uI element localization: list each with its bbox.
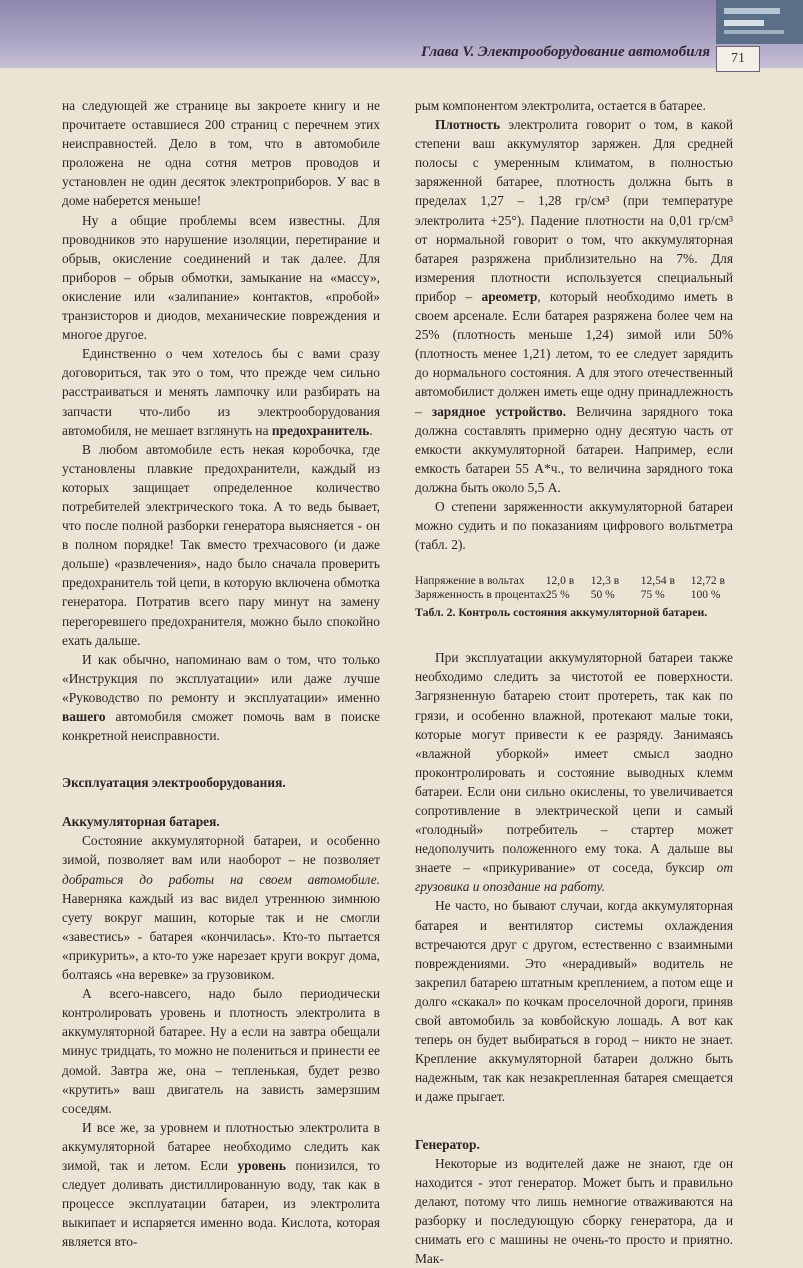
- paragraph: на следующей же странице вы закроете книгу и не прочитаете оставшиеся 200 страниц с перечнем этих неисправностей. Дело в том, что в автомобиле проложена не одна сотня метров проводов и установлен не один десяток электроприборов. У вас в доме наберется меньше!: [62, 98, 380, 209]
- paragraph: О степени заряженности аккумуляторной батареи можно судить и по показаниям цифрового вольтметра (табл. 2).: [415, 498, 733, 553]
- paragraph: Состояние аккумуляторной батареи, и особенно зимой, позволяет вам или наоборот – не позволяет добраться до работы на своем автомобиле. Наверняка каждый из вас видел утреннюю зимнюю суету вокруг машин, которые так и не смогли «завестись» - батарея «кончилась». Кто-то пытается «прикурить», а кто-то уже нарезает круги вокруг дома, болтаясь «на веревке» за грузовиком.: [62, 833, 380, 983]
- table-row: Напряжение в вольтах 12,0 в 12,3 в 12,54 в 12,72 в: [415, 575, 725, 588]
- subsection-heading: Генератор.: [415, 1136, 480, 1152]
- paragraph: А всего-навсего, надо было периодически контролировать уровень и плотность электролита в аккумуляторной батарее. Ну а если на завтра обещали минус тридцать, то можно не полениться и принести ее домой. Завтра же, она – тепленькая, будет резво «крутить» ваш двигатель на зависть замерзшим соседям.: [62, 986, 380, 1116]
- left-column: [62, 96, 380, 1251]
- paragraph: При эксплуатации аккумуляторной батареи также необходимо следить за чистотой ее поверхности. Загрязненную батарею стоит протереть, так как по грязи, и особенно влажной, протекают малые токи, которые могут привести к ее разряду. Занимаясь «влажной уборкой» имеет смысл заодно проконтролировать и состояние выводных клемм батареи. Если они сильно окислены, то увеличивается сопротивление в электрической цепи и самый «голодный» потребитель – стартер может недополучить положенного ему тока. А дальше вы знаете – «прикуривание» от соседа, буксир от грузовика и опоздание на работу.: [415, 650, 733, 895]
- paragraph: Ну а общие проблемы всем известны. Для проводников это нарушение изоляции, перетирание и обрыв, окисление соединений и так далее. Для приборов – обрыв обмотки, замыкание на «массу», окисление или «залипание» контактов, «пробой» транзисторов и диодов, механические повреждения и многое другое.: [62, 212, 380, 343]
- paragraph: Плотность электролита говорит о том, в какой степени ваш аккумулятор заряжен. Для средней полосы с умеренным климатом, в полностью заряженной батарее, плотность должна быть в пределах 1,27 – 1,28 гр/см³ (при температуре электролита +25°). Падение плотности на 0,01 гр/см³ от нормальной говорит о том, что аккумуляторная батарея разряжена приблизительно на 7%. Для измерения плотности используется специальный прибор – ареометр, который необходимо иметь в своем арсенале. Если батарея разряжена более чем на 25% (плотность меньше 1,24) зимой или 50% (плотность менее 1,21) летом, то ее следует зарядить до нормального состояния. А для этого отечественный автомобилист должен иметь еще одну принадлежность – зарядное устройство. Величина зарядного тока должна составлять примерно одну десятую часть от емкости аккумуляторной батареи. Например, если емкость батареи 55 А*ч., то величина зарядного тока должна быть около 5,5 А.: [415, 117, 733, 495]
- paragraph: Единственно о чем хотелось бы с вами сразу договориться, так это о том, что прежде чем сильно расстраиваться и менять лампочку или разбирать на запчасти что-либо из электрооборудования автомобиля, не мешает взглянуть на предохранитель.: [62, 346, 380, 438]
- right-column: [415, 96, 733, 1268]
- paragraph: Не часто, но бывают случаи, когда аккумуляторная батарея и вентилятор системы охлаждения встречаются друг с другом, естественно с взаимными повреждениями. Это «нерадивый» водитель не закрепил батарею штатным креплением, а потом еще и долго «скакал» по кочкам проселочной дороги, приняв свой автомобиль за ковбойскую лошадь. А вот как теперь он будет выбираться в город – никто не знает. Крепление аккумуляторной батареи должно быть надежным, так как незакрепленная батарея смещается и даже прыгает.: [415, 898, 733, 1105]
- paragraph: Некоторые из водителей даже не знают, где он находится - этот генератор. Может быть и правильно делают, потому что лишь немногие отваживаются на разборку и последующую сборку генератора, да и снимать его с машины не очень-то просто и приятно. Мак-: [415, 1155, 733, 1267]
- table-caption: Табл. 2. Контроль состояния аккумуляторной батареи.: [415, 605, 708, 620]
- section-heading: Эксплуатация электрооборудования.: [62, 775, 286, 791]
- paragraph: И все же, за уровнем и плотностью электролита в аккумуляторной батарее необходимо следить как зимой, так и летом. Если уровень понизился, то следует доливать дистиллированную воду, так как в процессе эксплуатации батареи, из электролита выкипает и испаряется именно вода. Кислота, которая является вто-: [62, 1119, 380, 1250]
- corner-thumbnail: [716, 0, 803, 44]
- paragraph: В любом автомобиле есть некая коробочка, где установлены плавкие предохранители, каждый из которых защищает определенное количество потребителей электрического тока. А то ведь бывает, что после полной разборки генератора выясняется - он в полном порядке! Так вместо трехчасового (и даже дольше) «развлечения», надо было сначала проверить предохранитель той цепи, в которую включена обмотка генератора. Потратив всего пару минут на замену перегоревшего предохранителя, можно было спокойно ехать дальше.: [62, 441, 380, 648]
- term-fuse: предохранитель: [271, 422, 370, 438]
- voltage-table: [415, 574, 733, 602]
- paragraph: рым компонентом электролита, остается в батарее.: [415, 98, 706, 113]
- page-number: 71: [716, 46, 760, 72]
- table-row: Заряженность в процентах 25 % 50 % 75 % 100 %: [415, 589, 721, 602]
- chapter-title: Глава V. Электрооборудование автомобиля: [421, 44, 710, 60]
- subsection-heading: Аккумуляторная батарея.: [62, 814, 220, 830]
- paragraph: И как обычно, напоминаю вам о том, что только «Инструкция по эксплуатации» или даже лучше «Руководство по ремонту и эксплуатации» именно вашего автомобиля сможет помочь вам в поиске конкретной неисправности.: [62, 651, 380, 744]
